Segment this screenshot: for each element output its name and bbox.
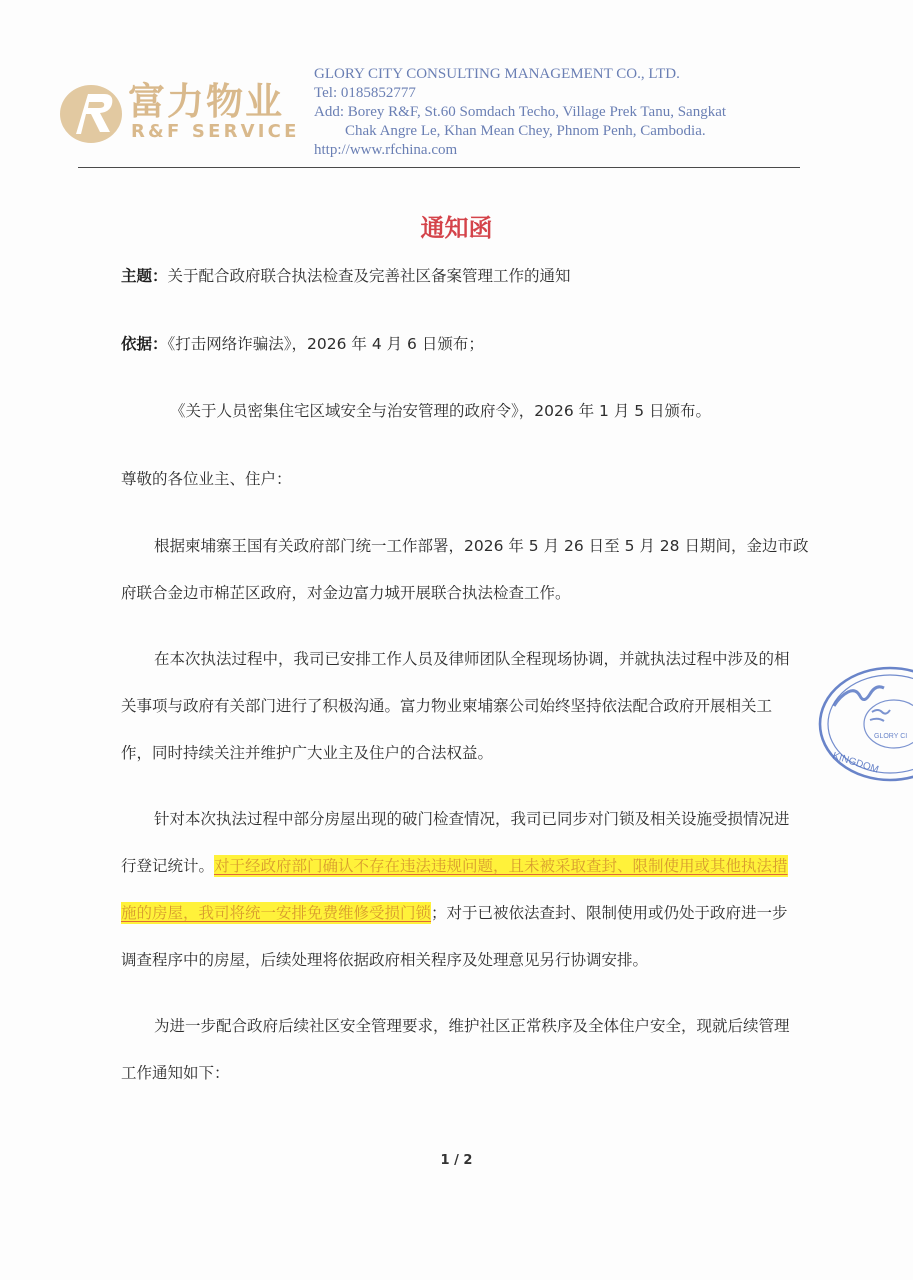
- official-stamp: [812, 662, 913, 786]
- paragraph-2-line-2: 关事项与政府有关部门进行了积极沟通。富力物业柬埔寨公司始终坚持依法配合政府开展相关工: [121, 697, 773, 715]
- paragraph-3-line-1: 针对本次执法过程中部分房屋出现的破门检查情况，我司已同步对门锁及相关设施受损情况进: [154, 810, 790, 828]
- subject-text: 关于配合政府联合执法检查及完善社区备案管理工作的通知: [167, 267, 571, 285]
- header-divider: [78, 167, 800, 168]
- paragraph-3-line-3: [121, 902, 788, 924]
- paragraph-3-plain-text: 行登记统计。: [121, 857, 215, 875]
- company-website: http://www.rfchina.com: [314, 142, 458, 158]
- basis-item-2: 《关于人员密集住宅区域安全与治安管理的政府令》，2026 年 1 月 5 日颁布。: [170, 402, 712, 420]
- basis-item-1: 《打击网络诈骗法》，2026 年 4 月 6 日颁布；: [167, 335, 484, 353]
- paragraph-3-plain-text: ；对于已被依法查封、限制使用或仍处于政府进一步: [431, 904, 788, 922]
- logo-english-name: R&F SERVICE: [131, 121, 300, 142]
- rf-logo-icon: [58, 80, 124, 146]
- basis-label: 依据：: [121, 335, 168, 353]
- company-info: [314, 65, 814, 160]
- paragraph-4-line-1: 为进一步配合政府后续社区安全管理要求，维护社区正常秩序及全体住户安全，现就后续管理: [154, 1017, 790, 1035]
- highlighted-text: 对于经政府部门确认不存在违法违规问题，且未被采取查封、限制使用或其他执法措: [214, 857, 788, 875]
- document-title: 通知函: [420, 214, 493, 242]
- paragraph-1-line-2: 府联合金边市棉芷区政府，对金边富力城开展联合执法检查工作。: [121, 584, 571, 602]
- subject-label: 主题：: [121, 267, 168, 285]
- company-tel: Tel: 0185852777: [314, 85, 416, 101]
- basis-line-1: [121, 333, 484, 355]
- page-number: 1 / 2: [440, 1153, 473, 1168]
- salutation: 尊敬的各位业主、住户：: [121, 470, 292, 488]
- stamp-text-kingdom: KINGDOM: [831, 750, 880, 776]
- paragraph-3-line-4: 调查程序中的房屋，后续处理将依据政府相关程序及处理意见另行协调安排。: [121, 951, 649, 969]
- company-address-line1: Add: Borey R&F, St.60 Somdach Techo, Village Prek Tanu, Sangkat: [314, 104, 727, 120]
- stamp-text-en: GLORY CI: [874, 733, 908, 740]
- paragraph-3-line-2: [121, 855, 788, 877]
- subject-line: [121, 265, 571, 287]
- paragraph-4-line-2: 工作通知如下：: [121, 1064, 230, 1082]
- paragraph-1-line-1: 根据柬埔寨王国有关政府部门统一工作部署，2026 年 5 月 26 日至 5 月 28 日期间，金边市政: [154, 537, 809, 555]
- company-name: GLORY CITY CONSULTING MANAGEMENT CO., LTD.: [314, 66, 680, 82]
- logo-chinese-name: 富力物业: [128, 80, 284, 123]
- highlighted-text: 施的房屋，我司将统一安排免费维修受损门锁: [121, 904, 432, 922]
- company-address-line2: Chak Angre Le, Khan Mean Chey, Phnom Penh, Cambodia.: [345, 123, 706, 139]
- paragraph-2-line-3: 作，同时持续关注并维护广大业主及住户的合法权益。: [121, 744, 494, 762]
- paragraph-2-line-1: 在本次执法过程中，我司已安排工作人员及律师团队全程现场协调，并就执法过程中涉及的相: [154, 650, 790, 668]
